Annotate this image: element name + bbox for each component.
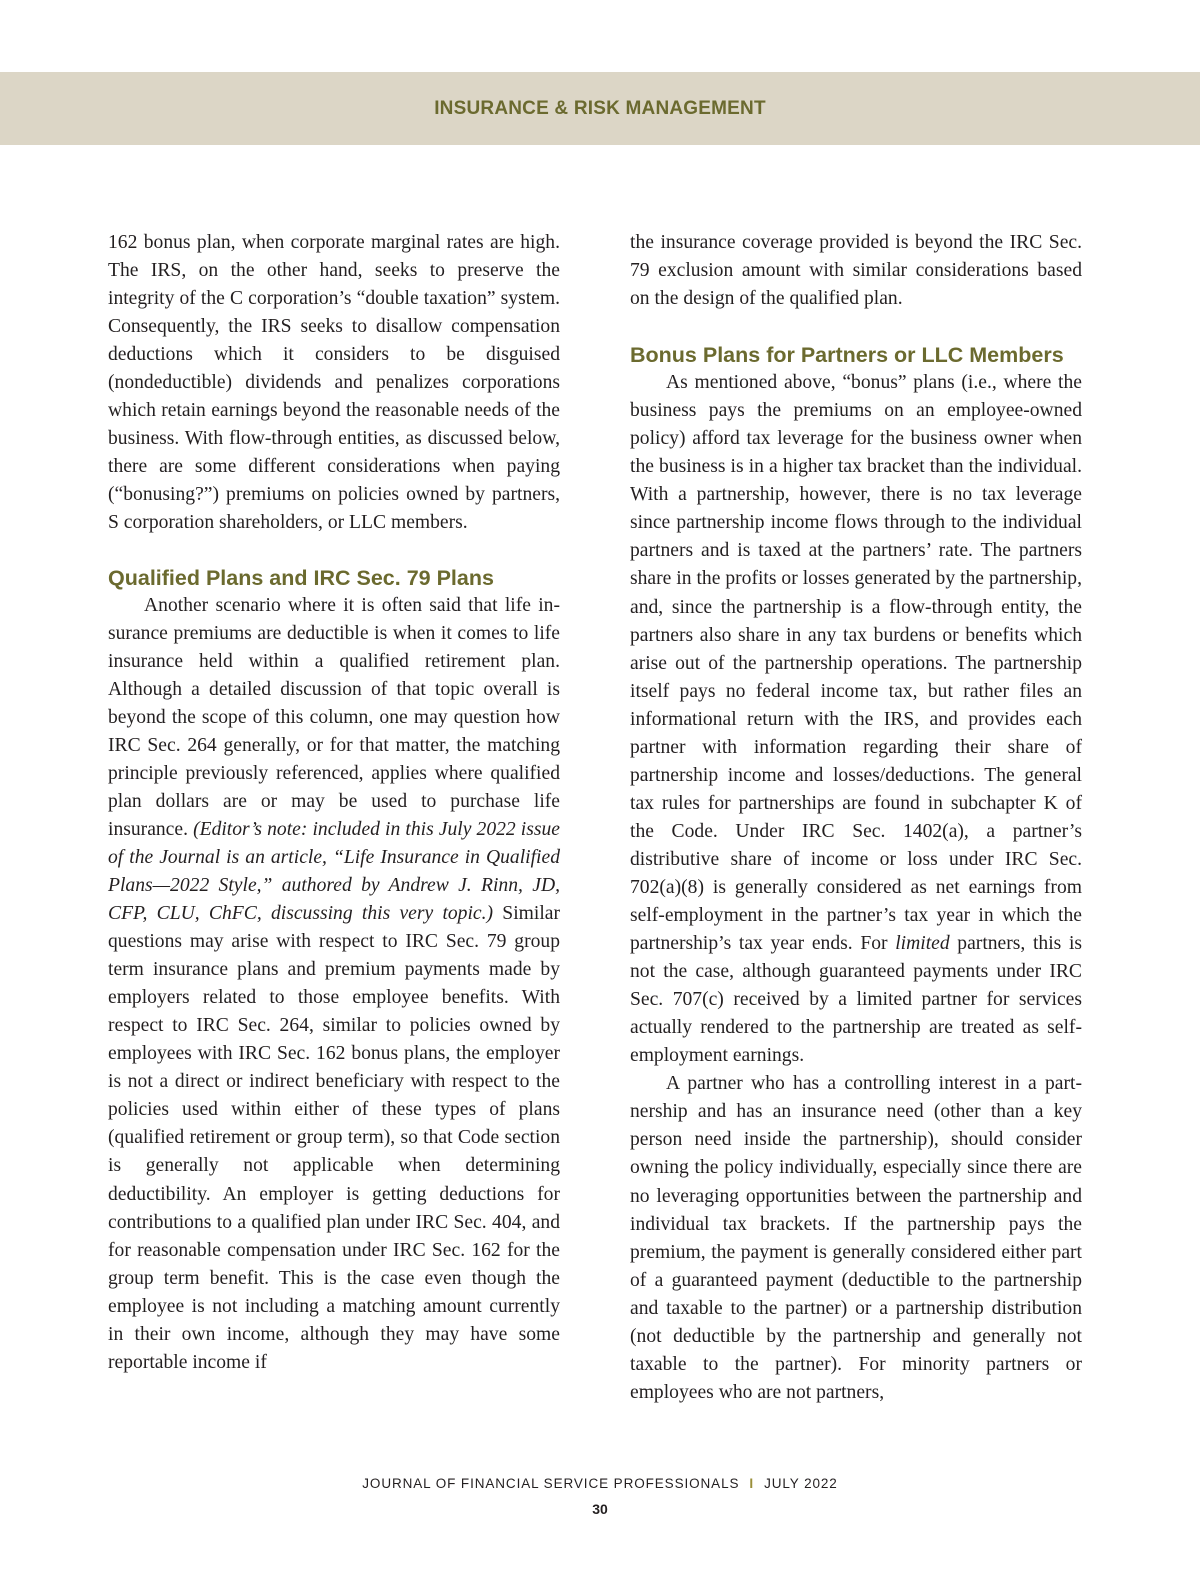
right-paragraph-2	[630, 369, 1082, 1070]
left-paragraph-1: 162 bonus plan, when corporate marginal rates are high. The IRS, on the other hand, seeks to preserve the integrity of the C corporation’s “double taxation” system. Consequently, the IRS seeks to disallow compensation deductions which it considers to be disguised (nondeductible) dividends and penalizes corporations which retain earnings beyond the reasonable needs of the business. With flow-through entities, as discussed below, there are some different considerations when paying (“bonusing?”) premiums on policies owned by partners, S corporation shareholders, or LLC members.	[108, 232, 560, 534]
page-number: 30	[592, 1501, 608, 1517]
right-section-heading: Bonus Plans for Partners or LLC Members	[630, 343, 1064, 368]
right-paragraph-3: A partner who has a controlling interest in a partnership and has an insurance need (other than a key person need inside the partnership), should consider owning the policy individually, especially since there are no leveraging opportunities between the partnership and individual tax brackets. If the partnership pays the premium, the payment is generally considered either part of a guaranteed payment (deductible to the partnership and taxable to the partner) or a partnership distribution (not deductible by the partnership and generally not taxable to the partner). For minority partners or employees who are not partners,	[630, 1073, 1082, 1403]
editor-note: (Editor’s note: included in this July 2022 issue of the Journal is an article, “Life Insurance in Qualified Plans—2022 Style,” authored by Andrew J. Rinn, JD, CFP, CLU, ChFC, discussing this very topic.)	[108, 818, 560, 925]
right-paragraph-2-end: partners, this is not the case, although guaranteed payments under IRC Sec. 707(c) received by a limited partner for services actually rendered to the partnership are treated as self-employment earnings.	[630, 933, 1083, 1067]
left-paragraph-2	[108, 592, 560, 1377]
journal-name: JOURNAL OF FINANCIAL SERVICE PROFESSIONALS	[362, 1476, 740, 1491]
limited-emphasis: limited	[895, 933, 950, 955]
left-section-heading: Qualified Plans and IRC Sec. 79 Plans	[108, 565, 494, 590]
left-paragraph-2-start: Another scenario where it is often said that life insurance premiums are deductible is when it comes to life insurance held within a qualified retirement plan. Although a detailed discussion of that topic overall is beyond the scope of this column, one may question how IRC Sec. 264 generally, or for that matter, the matching principle previously referenced, applies where qualified plan dollars are or may be used to purchase life insurance.	[108, 594, 560, 840]
right-paragraph-2-start: As mentioned above, “bonus” plans (i.e., where the business pays the premiums on an employee-owned policy) afford tax leverage for the business owner when the business is in a higher tax bracket than the individual. With a partnership, however, there is no tax leverage since partnership income flows through to the individual partners and is taxed at the partners’ rate. The partners share in the profits or losses generated by the partnership, and, since the partnership is a flow-through entity, the partners also share in any tax burdens or benefits which arise out of the partnership operations. The partnership itself pays no federal income tax, but rather files an informational return with the IRS, and provides each partner with information regarding their share of partnership income and losses/deductions. The general tax rules for partnerships are found in subchapter K of the Code. Under IRC Sec. 1402(a), a partner’s distributive share of income or loss under IRC Sec. 702(a)(8) is generally considered as net earnings from self-employment in the partner’s tax year in which the partnership’s tax year ends. For	[630, 372, 1082, 955]
left-paragraph-2-end: Similar questions may arise with respect to IRC Sec. 79 group term insurance plans and premium payments made by employers related to those employee benefits. With respect to IRC Sec. 264, similar to policies owned by employees with IRC Sec. 162 bonus plans, the employer is not a direct or indirect beneficiary with respect to the policies used within either of these types of plans (qualified retirement or group term), so that Code section is generally not applicable when determining deductibility. An employer is getting deductions for contributions to a qualified plan under IRC Sec. 404, and for reasonable compensation under IRC Sec. 162 for the group term benefit. This is the case even though the employee is not including a matching amount currently in their own income, although they may have some reportable income if	[108, 903, 560, 1373]
footer	[0, 1476, 1200, 1491]
right-column	[630, 229, 1082, 1407]
issue-date: JULY 2022	[764, 1476, 838, 1491]
footer-separator: I	[749, 1476, 755, 1491]
right-paragraph-1: the insurance coverage provided is beyond the IRC Sec. 79 exclusion amount with similar considerations based on the design of the qualified plan.	[630, 232, 1082, 310]
section-title: INSURANCE & RISK MANAGEMENT	[434, 98, 766, 119]
left-column	[108, 229, 560, 1377]
